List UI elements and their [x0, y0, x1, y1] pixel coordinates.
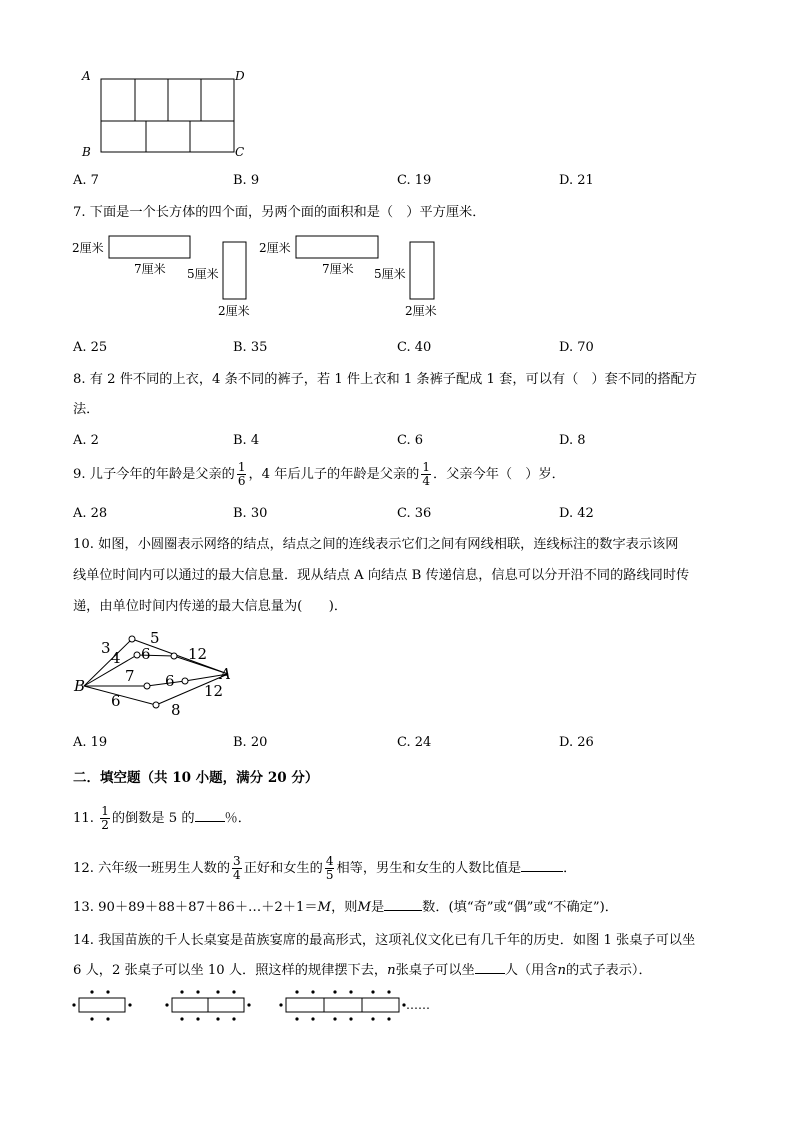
- seat-dot: [232, 990, 235, 993]
- seat-dot: [349, 990, 352, 993]
- q11-text-1: 的倒数是 5 的: [111, 811, 195, 826]
- q12-text-3: 相等，男生和女生的人数比值是: [336, 861, 522, 876]
- q11-frac-den: 2: [101, 818, 109, 832]
- q8-option-a[interactable]: A. 2: [73, 433, 99, 448]
- network-node: [129, 636, 135, 642]
- seat-dot: [387, 990, 390, 993]
- q10-network-figure: [70, 628, 250, 723]
- q11-stem: [73, 802, 251, 836]
- q13-text-1: 13. 90＋89＋88＋87＋86＋…＋2＋1＝: [73, 900, 318, 915]
- seat-dot: [371, 990, 374, 993]
- section-title: 二．填空题（共 10 小题，满分 20 分）: [73, 770, 319, 786]
- seat-dot: [247, 1003, 250, 1006]
- q9-fraction-2: [421, 461, 431, 488]
- network-node: [144, 683, 150, 689]
- q14-text-2: 张桌子可以坐: [395, 963, 475, 978]
- q10-stem-line3: 递，由单位时间内传递的最大信息量为( )．: [73, 599, 348, 614]
- q10-option-c[interactable]: C. 24: [397, 735, 432, 750]
- node-b-label: B: [74, 677, 86, 695]
- q12-stem: [73, 852, 576, 886]
- q7-stem: 7. 下面是一个长方体的四个面，另两个面的面积和是（ ）平方厘米．: [73, 205, 486, 220]
- q9-frac1-num: 1: [237, 460, 246, 474]
- seat-dot: [90, 1017, 93, 1020]
- seat-dot: [279, 1003, 282, 1006]
- label-d: D: [235, 69, 245, 83]
- q9-fraction-1: [237, 461, 247, 488]
- q7-face4-width: 2厘米: [405, 304, 437, 318]
- seat-dot: [72, 1003, 75, 1006]
- q10-stem-line1: 10. 如图，小圆圈表示网络的结点，结点之间的连线表示它们之间有网线相联，连线标注的数字表示该网: [73, 537, 679, 552]
- q14-var-n: n: [557, 963, 566, 978]
- q8-option-b[interactable]: B. 4: [233, 433, 260, 448]
- q13-text-2: ，则: [331, 900, 358, 915]
- seat-dot: [333, 990, 336, 993]
- q9-option-c[interactable]: C. 36: [397, 506, 432, 521]
- q12-fraction-2: [325, 855, 335, 882]
- q12-frac2-den: 5: [325, 868, 334, 882]
- edge-weight: 12: [204, 682, 224, 700]
- q8-stem-line1: 8. 有 2 件不同的上衣，4 条不同的裤子，若 1 件上衣和 1 条裤子配成 1 套，可以有（ ）套不同的搭配方: [73, 372, 697, 387]
- table: [324, 998, 362, 1012]
- seat-dot: [349, 1017, 352, 1020]
- edge-weight: 3: [101, 639, 111, 657]
- q14-stem-line2: [73, 962, 652, 980]
- q7-faces-figure: [70, 232, 470, 322]
- edge-weight: 12: [188, 645, 208, 663]
- label-c: C: [235, 145, 245, 159]
- seat-dot: [196, 1017, 199, 1020]
- q7-face2-width: 2厘米: [218, 304, 250, 318]
- q13-text-4: 数．(填“奇”或“偶”或“不确定”)．: [422, 900, 618, 915]
- q12-text-4: ．: [563, 861, 577, 876]
- q11-frac-num: 1: [101, 804, 109, 818]
- q10-stem-line2: 线单位时间内可以通过的最大信息量．现从结点 A 向结点 B 传递信息，信息可以分开沿不同的路线同时传: [73, 568, 690, 583]
- q9-option-d[interactable]: D. 42: [559, 506, 594, 521]
- q14-stem-line1: 14. 我国苗族的千人长桌宴是苗族宴席的最高形式，这项礼仪文化已有几千年的历史．如图 1 张桌子可以坐: [73, 933, 696, 948]
- seat-dot: [311, 1017, 314, 1020]
- seat-dot: [196, 990, 199, 993]
- q6-option-c[interactable]: C. 19: [397, 173, 432, 188]
- q7-face1-height: 2厘米: [72, 241, 104, 255]
- table: [208, 998, 244, 1012]
- q12-text-1: 12. 六年级一班男生人数的: [73, 861, 231, 876]
- edge-weight: 7: [125, 667, 135, 685]
- q9-text-3: ．父亲今年（ ）岁．: [432, 467, 565, 482]
- label-a: A: [82, 69, 91, 83]
- q9-text-1: 9. 儿子今年的年龄是父亲的: [73, 467, 235, 482]
- seat-dot: [232, 1017, 235, 1020]
- table: [79, 998, 125, 1012]
- q9-frac1-den: 6: [237, 474, 246, 488]
- seat-dot: [106, 990, 109, 993]
- table: [362, 998, 399, 1012]
- q7-option-c[interactable]: C. 40: [397, 340, 432, 355]
- q9-stem: [73, 459, 565, 491]
- seat-dot: [90, 990, 93, 993]
- q6-grid-figure: [78, 66, 258, 166]
- q13-stem: [73, 899, 618, 917]
- edge-weight: 6: [141, 645, 151, 663]
- network-node: [182, 678, 188, 684]
- network-node: [134, 652, 140, 658]
- q11-text-2: ％．: [224, 811, 251, 826]
- q6-option-d[interactable]: D. 21: [559, 173, 594, 188]
- q13-answer-blank[interactable]: [384, 910, 422, 911]
- seat-dot: [180, 1017, 183, 1020]
- seat-dot: [106, 1017, 109, 1020]
- q13-var-m: M: [357, 900, 371, 915]
- edge-weight: 4: [111, 649, 121, 667]
- q13-var-m: M: [317, 900, 332, 915]
- q10-option-a[interactable]: A. 19: [73, 735, 108, 750]
- q7-face3-length: 7厘米: [322, 262, 354, 276]
- q9-text-2: ，4 年后儿子的年龄是父亲的: [248, 467, 420, 482]
- q11-number: 11.: [73, 811, 94, 826]
- seat-dot: [216, 990, 219, 993]
- seat-dot: [165, 1003, 168, 1006]
- seat-dot: [371, 1017, 374, 1020]
- q14-var-n: n: [387, 963, 396, 978]
- seat-dot: [311, 990, 314, 993]
- edge-weight: 6: [165, 672, 175, 690]
- q12-text-2: 正好和女生的: [243, 861, 323, 876]
- seat-dot: [216, 1017, 219, 1020]
- q12-frac1-den: 4: [233, 868, 241, 882]
- q14-tables-figure: [70, 990, 430, 1030]
- q8-option-c[interactable]: C. 6: [397, 433, 424, 448]
- edge-weight: 5: [150, 629, 160, 647]
- q7-option-d[interactable]: D. 70: [559, 340, 594, 355]
- q8-stem-line2: 法．: [73, 402, 100, 417]
- q14-ellipsis: ……: [406, 998, 430, 1012]
- q9-option-b[interactable]: B. 30: [233, 506, 268, 521]
- table: [286, 998, 324, 1012]
- q6-option-a[interactable]: A. 7: [73, 173, 99, 188]
- q10-option-b[interactable]: B. 20: [233, 735, 268, 750]
- q7-face3-height: 2厘米: [259, 241, 291, 255]
- q7-face4-height: 5厘米: [374, 267, 406, 281]
- q14-answer-blank[interactable]: [475, 973, 505, 974]
- network-node: [171, 653, 177, 659]
- q12-frac2-num: 4: [325, 854, 334, 868]
- q14-text-4: 的式子表示）．: [565, 963, 652, 978]
- seat-dot: [387, 1017, 390, 1020]
- q7-face1-length: 7厘米: [134, 262, 166, 276]
- q13-text-3: 是: [370, 900, 385, 915]
- q10-option-d[interactable]: D. 26: [559, 735, 594, 750]
- q7-option-b[interactable]: B. 35: [233, 340, 268, 355]
- seat-dot: [295, 990, 298, 993]
- q9-frac2-num: 1: [422, 460, 430, 474]
- q9-option-a[interactable]: A. 28: [73, 506, 108, 521]
- seat-dot: [180, 990, 183, 993]
- q8-option-d[interactable]: D. 8: [559, 433, 586, 448]
- edge-weight: 8: [171, 701, 181, 719]
- seat-dot: [333, 1017, 336, 1020]
- q12-frac1-num: 3: [233, 854, 241, 868]
- node-a-label: A: [220, 665, 231, 683]
- q7-option-a[interactable]: A. 25: [73, 340, 108, 355]
- label-b: B: [82, 145, 91, 159]
- q12-fraction-1: [232, 855, 242, 882]
- q14-text-3: 人（用含: [504, 963, 558, 978]
- q7-face2-height: 5厘米: [187, 267, 219, 281]
- q9-frac2-den: 4: [422, 474, 430, 488]
- edge-weight: 6: [111, 692, 121, 710]
- q11-fraction: [100, 805, 110, 832]
- q12-answer-blank[interactable]: [521, 871, 563, 872]
- table: [172, 998, 208, 1012]
- q11-answer-blank[interactable]: [195, 821, 225, 822]
- seat-dot: [128, 1003, 131, 1006]
- seat-dot: [295, 1017, 298, 1020]
- q14-text-1: 6 人，2 张桌子可以坐 10 人．照这样的规律摆下去，: [73, 963, 388, 978]
- q6-option-b[interactable]: B. 9: [233, 173, 260, 188]
- network-node: [153, 702, 159, 708]
